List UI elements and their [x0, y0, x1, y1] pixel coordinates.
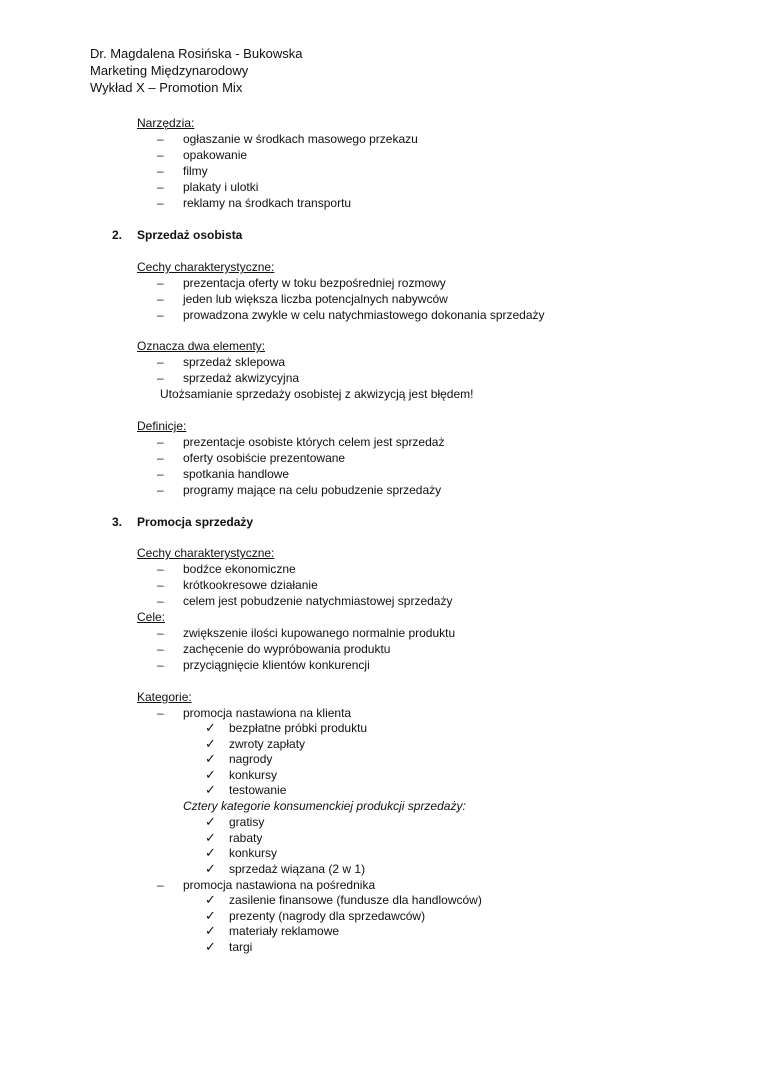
list-item: konkursy: [229, 846, 278, 860]
checkmark-icon: ✓: [205, 736, 216, 751]
note-text: Utożsamianie sprzedaży osobistej z akwizycją jest błędem!: [160, 387, 474, 401]
list-item: gratisy: [229, 815, 265, 829]
list-item: sprzedaż sklepowa: [183, 355, 286, 369]
list-item: rabaty: [229, 831, 263, 845]
dash-bullet: –: [157, 132, 164, 146]
checkmark-icon: ✓: [205, 923, 216, 938]
features-label: Cechy charakterystyczne:: [137, 546, 275, 560]
list-item: sprzedaż akwizycyjna: [183, 371, 300, 385]
dash-bullet: –: [157, 594, 164, 608]
section-number: 3.: [112, 515, 123, 529]
checkmark-icon: ✓: [205, 908, 216, 923]
checkmark-icon: ✓: [205, 720, 216, 735]
checkmark-icon: ✓: [205, 845, 216, 860]
dash-bullet: –: [157, 642, 164, 656]
definitions-label: Definicje:: [137, 419, 187, 433]
list-item: zasilenie finansowe (fundusze dla handlowców): [229, 893, 482, 907]
dash-bullet: –: [157, 878, 164, 892]
checkmark-icon: ✓: [205, 782, 216, 797]
dash-bullet: –: [157, 164, 164, 178]
list-item: prezentacja oferty w toku bezpośredniej rozmowy: [183, 276, 446, 290]
list-item: jeden lub większa liczba potencjalnych nabywców: [183, 292, 448, 306]
course-line: Marketing Międzynarodowy: [90, 63, 249, 78]
dash-bullet: –: [157, 626, 164, 640]
category-intermediary: promocja nastawiona na pośrednika: [183, 878, 376, 892]
section-title: Promocja sprzedaży: [137, 515, 254, 529]
lecture-line: Wykład X – Promotion Mix: [90, 80, 243, 95]
checkmark-icon: ✓: [205, 830, 216, 845]
list-item: prowadzona zwykle w celu natychmiastowego dokonania sprzedaży: [183, 308, 545, 322]
dash-bullet: –: [157, 658, 164, 672]
dash-bullet: –: [157, 355, 164, 369]
section-title: Sprzedaż osobista: [137, 228, 243, 242]
list-item: opakowanie: [183, 148, 248, 162]
dash-bullet: –: [157, 371, 164, 385]
dash-bullet: –: [157, 148, 164, 162]
list-item: spotkania handlowe: [183, 467, 290, 481]
dash-bullet: –: [157, 483, 164, 497]
dash-bullet: –: [157, 276, 164, 290]
list-item: prezentacje osobiste których celem jest sprzedaż: [183, 435, 445, 449]
dash-bullet: –: [157, 562, 164, 576]
list-item: reklamy na środkach transportu: [183, 196, 352, 210]
list-item: plakaty i ulotki: [183, 180, 259, 194]
dash-bullet: –: [157, 180, 164, 194]
list-item: oferty osobiście prezentowane: [183, 451, 346, 465]
dash-bullet: –: [157, 578, 164, 592]
list-item: targi: [229, 940, 253, 954]
goals-label: Cele:: [137, 610, 166, 624]
list-item: bezpłatne próbki produktu: [229, 721, 368, 735]
list-item: ogłaszanie w środkach masowego przekazu: [183, 132, 418, 146]
list-item: filmy: [183, 164, 208, 178]
list-item: przyciągnięcie klientów konkurencji: [183, 658, 370, 672]
tools-label: Narzędzia:: [137, 116, 195, 130]
list-item: konkursy: [229, 768, 278, 782]
checkmark-icon: ✓: [205, 861, 216, 876]
list-item: zachęcenie do wypróbowania produktu: [183, 642, 391, 656]
list-item: materiały reklamowe: [229, 924, 340, 938]
checkmark-icon: ✓: [205, 892, 216, 907]
elements-label: Oznacza dwa elementy:: [137, 339, 266, 353]
list-item: testowanie: [229, 783, 287, 797]
checkmark-icon: ✓: [205, 814, 216, 829]
checkmark-icon: ✓: [205, 751, 216, 766]
author-line: Dr. Magdalena Rosińska - Bukowska: [90, 46, 303, 61]
checkmark-icon: ✓: [205, 767, 216, 782]
dash-bullet: –: [157, 467, 164, 481]
consumer-subheading: Cztery kategorie konsumenckiej produkcji sprzedaży:: [183, 799, 466, 813]
dash-bullet: –: [157, 706, 164, 720]
list-item: sprzedaż wiązana (2 w 1): [229, 862, 366, 876]
dash-bullet: –: [157, 435, 164, 449]
features-label: Cechy charakterystyczne:: [137, 260, 275, 274]
list-item: nagrody: [229, 752, 273, 766]
list-item: zwroty zapłaty: [229, 737, 306, 751]
list-item: celem jest pobudzenie natychmiastowej sprzedaży: [183, 594, 453, 608]
categories-label: Kategorie:: [137, 690, 192, 704]
dash-bullet: –: [157, 308, 164, 322]
dash-bullet: –: [157, 451, 164, 465]
dash-bullet: –: [157, 196, 164, 210]
list-item: prezenty (nagrody dla sprzedawców): [229, 909, 426, 923]
list-item: krótkookresowe działanie: [183, 578, 318, 592]
checkmark-icon: ✓: [205, 939, 216, 954]
category-consumer: promocja nastawiona na klienta: [183, 706, 352, 720]
list-item: zwiększenie ilości kupowanego normalnie produktu: [183, 626, 456, 640]
list-item: programy mające na celu pobudzenie sprzedaży: [183, 483, 442, 497]
section-number: 2.: [112, 228, 123, 242]
list-item: bodźce ekonomiczne: [183, 562, 296, 576]
dash-bullet: –: [157, 292, 164, 306]
